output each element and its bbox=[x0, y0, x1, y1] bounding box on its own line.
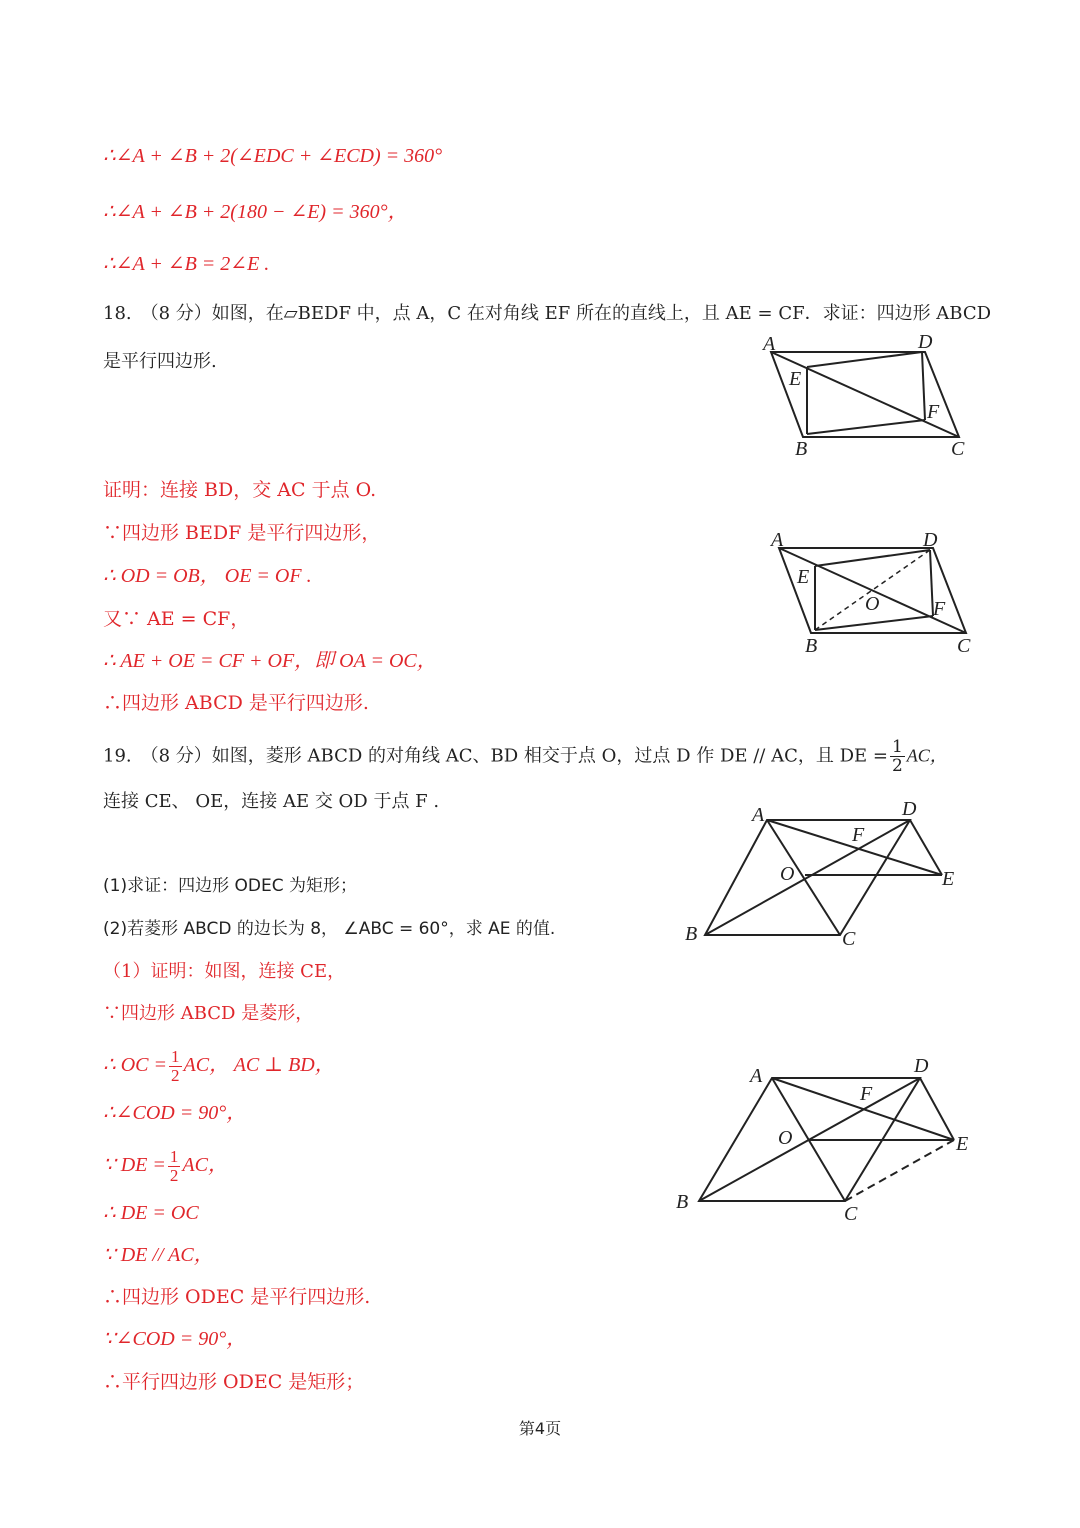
solution-line bbox=[103, 1148, 228, 1185]
proof-line: 又∵ AE = CF， bbox=[103, 608, 250, 630]
proof-line: 证明：连接 BD，交 AC 于点 O. bbox=[103, 479, 377, 501]
q18-proof-figure bbox=[763, 528, 983, 658]
proof-line: ∵四边形 BEDF 是平行四边形， bbox=[103, 522, 381, 544]
question-19-text-cont: AC， bbox=[906, 745, 948, 766]
solution-line: ∵四边形 ABCD 是菱形， bbox=[103, 1003, 314, 1024]
solution-line: ∴四边形 ODEC 是平行四边形. bbox=[103, 1286, 371, 1308]
page-number: 第4页 bbox=[518, 1419, 562, 1438]
solution-text-cont: AC， AC ⊥ BD， bbox=[183, 1054, 335, 1077]
solution-text: ∴ OC = bbox=[103, 1054, 168, 1077]
label-e: E bbox=[956, 1133, 969, 1155]
label-c: C bbox=[844, 1203, 858, 1225]
label-d: D bbox=[918, 331, 933, 353]
label-d: D bbox=[902, 798, 917, 820]
label-o: O bbox=[780, 863, 795, 885]
label-a: A bbox=[763, 333, 776, 355]
question-19-part2: (2)若菱形 ABCD 的边长为 8， ∠ABC = 60°，求 AE 的值. bbox=[103, 919, 556, 939]
solution-line: （1）证明：如图，连接 CE， bbox=[103, 961, 346, 982]
question-18-stem: 18. （8 分）如图，在▱BEDF 中，点 A，C 在对角线 EF 所在的直线上，且 AE = CF．求证：四边形 ABCD bbox=[103, 303, 992, 324]
question-19-text: 19. （8 分）如图，菱形 ABCD 的对角线 AC、BD 相交于点 O，过点 D 作 DE // AC，且 DE = bbox=[103, 745, 888, 767]
q19-solution-figure bbox=[672, 1048, 982, 1228]
label-e: E bbox=[789, 368, 802, 390]
label-b: B bbox=[805, 635, 818, 657]
solution-line: ∴∠A + ∠B = 2∠E . bbox=[103, 253, 270, 275]
label-c: C bbox=[951, 438, 965, 460]
proof-line: ∴四边形 ABCD 是平行四边形. bbox=[103, 692, 369, 714]
label-o: O bbox=[865, 593, 880, 615]
solution-line: ∵ DE // AC， bbox=[103, 1244, 214, 1266]
label-c: C bbox=[842, 928, 856, 950]
label-d: D bbox=[923, 529, 938, 551]
label-f: F bbox=[860, 1083, 873, 1105]
solution-line: ∴∠A + ∠B + 2(180 − ∠E) = 360°， bbox=[103, 201, 408, 223]
solution-line: ∵∠COD = 90°， bbox=[103, 1328, 247, 1350]
label-f: F bbox=[933, 598, 946, 620]
q18-figure bbox=[755, 330, 985, 460]
solution-line bbox=[103, 1048, 335, 1085]
proof-line: ∴ OD = OB， OE = OF . bbox=[103, 565, 312, 587]
label-b: B bbox=[685, 923, 698, 945]
question-19-part1: (1)求证：四边形 ODEC 为矩形； bbox=[103, 876, 357, 896]
solution-line: ∴平行四边形 ODEC 是矩形； bbox=[103, 1371, 365, 1393]
q19-figure bbox=[680, 795, 970, 955]
solution-line: ∴∠COD = 90°， bbox=[103, 1102, 247, 1124]
question-19-stem bbox=[103, 738, 948, 775]
label-f: F bbox=[852, 824, 865, 846]
solution-line: ∴ DE = OC bbox=[103, 1202, 199, 1224]
solution-line: ∴∠A + ∠B + 2(∠EDC + ∠ECD) = 360° bbox=[103, 145, 443, 167]
question-18-stem-cont: 是平行四边形. bbox=[103, 351, 217, 372]
solution-text: ∵ DE = bbox=[103, 1154, 166, 1177]
label-d: D bbox=[914, 1055, 929, 1077]
label-a: A bbox=[750, 1065, 763, 1087]
label-o: O bbox=[778, 1127, 793, 1149]
label-e: E bbox=[797, 566, 810, 588]
label-a: A bbox=[771, 529, 784, 551]
label-f: F bbox=[927, 401, 940, 423]
label-b: B bbox=[676, 1191, 689, 1213]
question-19-stem-cont: 连接 CE、 OE，连接 AE 交 OD 于点 F . bbox=[103, 791, 440, 812]
fraction-half: $\frac{1}{2}$ bbox=[169, 1147, 179, 1185]
label-b: B bbox=[795, 438, 808, 460]
solution-text-cont: AC， bbox=[182, 1154, 228, 1177]
fraction-half: $\frac{1}{2}$ bbox=[171, 1047, 180, 1085]
proof-line: ∴ AE + OE = CF + OF，即 OA = OC， bbox=[103, 650, 437, 672]
label-e: E bbox=[942, 868, 955, 890]
label-c: C bbox=[957, 635, 971, 657]
label-a: A bbox=[752, 804, 765, 826]
fraction-half: $\frac{1}{2}$ bbox=[891, 737, 903, 776]
